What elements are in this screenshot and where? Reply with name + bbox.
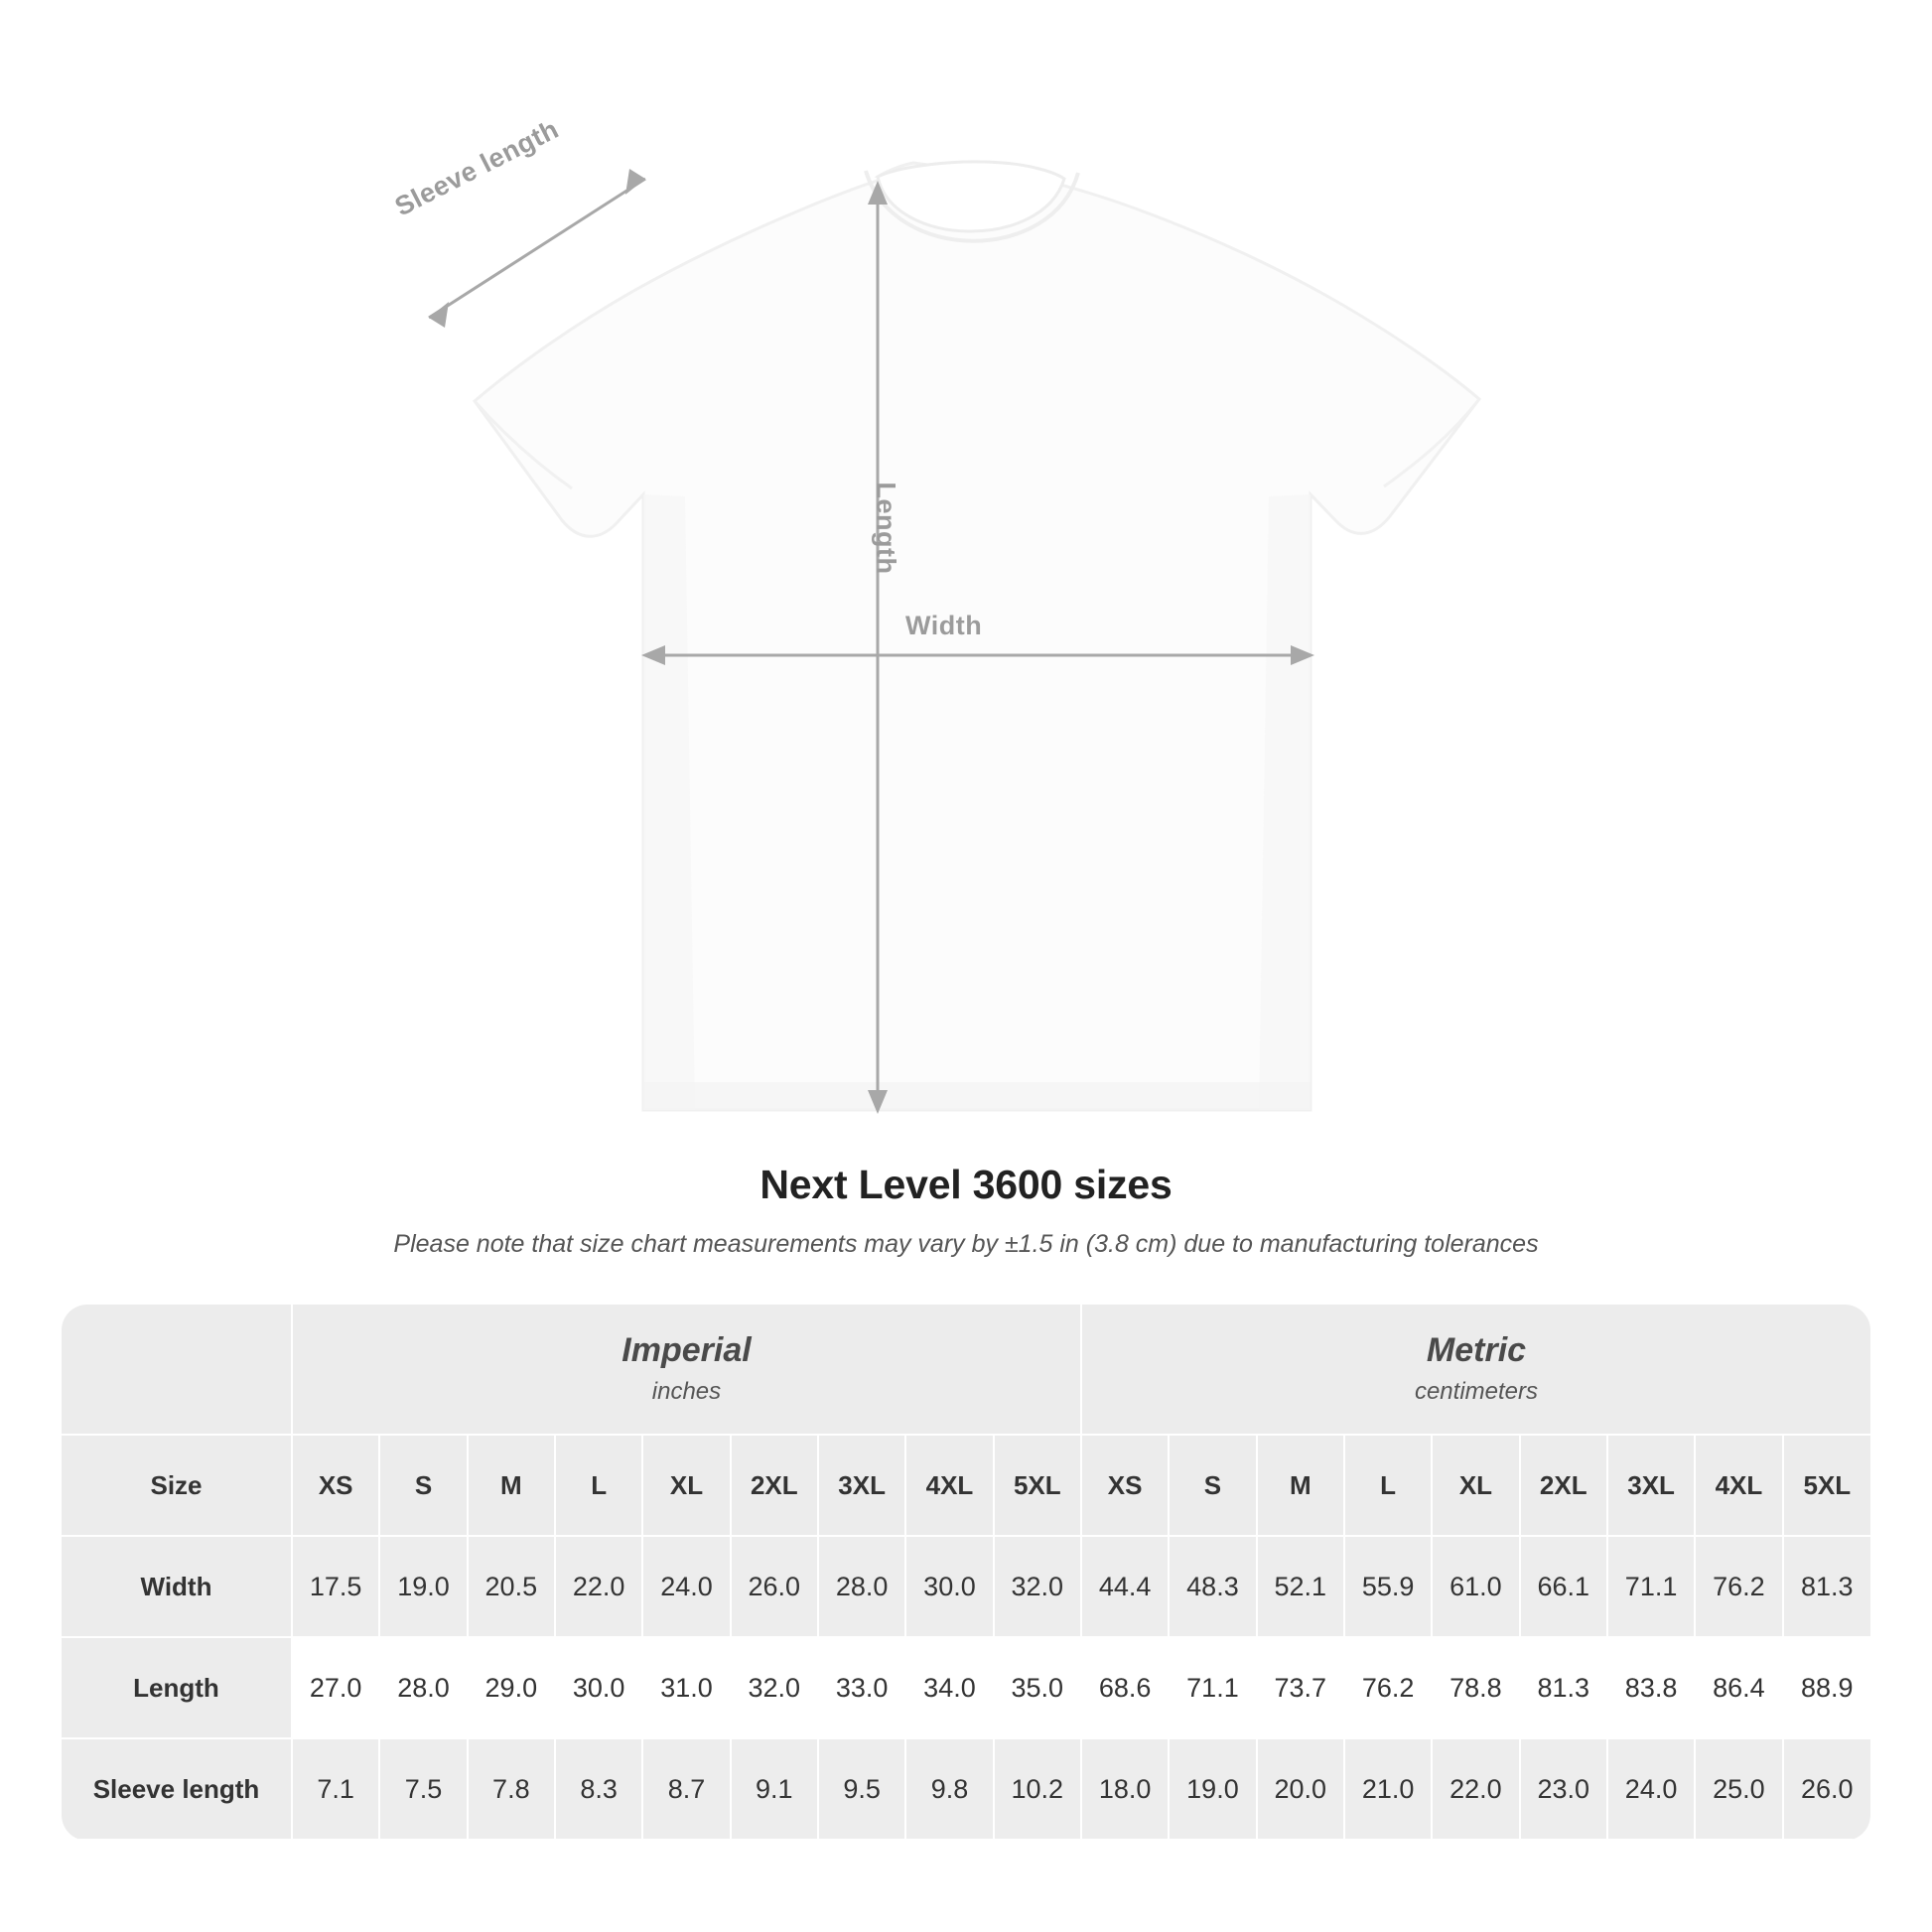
- size-col-header: 2XL: [1520, 1435, 1607, 1536]
- cell-length-imperial: 28.0: [379, 1637, 467, 1738]
- cell-sleeve-imperial: 8.7: [642, 1738, 730, 1840]
- cell-width-metric: 76.2: [1695, 1536, 1782, 1637]
- cell-length-imperial: 32.0: [731, 1637, 818, 1738]
- cell-length-metric: 78.8: [1432, 1637, 1519, 1738]
- size-chart-table-wrap: [62, 1305, 1870, 1841]
- cell-length-metric: 83.8: [1607, 1637, 1695, 1738]
- size-col-header: 3XL: [818, 1435, 905, 1536]
- cell-width-imperial: 19.0: [379, 1536, 467, 1637]
- size-header-row: [62, 1435, 1870, 1536]
- cell-width-metric: 48.3: [1169, 1536, 1256, 1637]
- cell-length-metric: 81.3: [1520, 1637, 1607, 1738]
- cell-width-metric: 55.9: [1344, 1536, 1432, 1637]
- cell-sleeve-imperial: 7.8: [468, 1738, 555, 1840]
- size-col-header: 4XL: [1695, 1435, 1782, 1536]
- cell-length-imperial: 34.0: [905, 1637, 993, 1738]
- size-header-label: Size: [62, 1435, 292, 1536]
- size-col-header: XS: [1081, 1435, 1169, 1536]
- cell-sleeve-imperial: 7.1: [292, 1738, 379, 1840]
- cell-length-metric: 88.9: [1783, 1637, 1870, 1738]
- cell-length-metric: 68.6: [1081, 1637, 1169, 1738]
- table-row: [62, 1637, 1870, 1738]
- size-col-header: M: [468, 1435, 555, 1536]
- cell-width-imperial: 28.0: [818, 1536, 905, 1637]
- unit-name-imperial: Imperial: [621, 1331, 752, 1370]
- cell-sleeve-metric: 22.0: [1432, 1738, 1519, 1840]
- cell-length-imperial: 33.0: [818, 1637, 905, 1738]
- cell-sleeve-imperial: 9.1: [731, 1738, 818, 1840]
- size-col-header: 3XL: [1607, 1435, 1695, 1536]
- cell-sleeve-metric: 24.0: [1607, 1738, 1695, 1840]
- size-col-header: XL: [642, 1435, 730, 1536]
- size-col-header: L: [1344, 1435, 1432, 1536]
- size-col-header: M: [1257, 1435, 1344, 1536]
- cell-length-imperial: 31.0: [642, 1637, 730, 1738]
- cell-width-imperial: 26.0: [731, 1536, 818, 1637]
- sleeve-length-label: Sleeve length: [389, 113, 564, 222]
- cell-sleeve-imperial: 8.3: [555, 1738, 642, 1840]
- size-col-header: S: [1169, 1435, 1256, 1536]
- cell-sleeve-metric: 26.0: [1783, 1738, 1870, 1840]
- cell-length-imperial: 30.0: [555, 1637, 642, 1738]
- page-title: Next Level 3600 sizes: [759, 1162, 1173, 1207]
- cell-sleeve-imperial: 10.2: [994, 1738, 1081, 1840]
- cell-sleeve-imperial: 9.8: [905, 1738, 993, 1840]
- row-label-width: Width: [62, 1536, 292, 1637]
- cell-width-metric: 61.0: [1432, 1536, 1519, 1637]
- size-chart-table: [62, 1305, 1870, 1841]
- tolerance-note: Please note that size chart measurements may vary by ±1.5 in (3.8 cm) due to manufacturing tolerances: [393, 1230, 1539, 1258]
- cell-width-imperial: 24.0: [642, 1536, 730, 1637]
- size-col-header: XL: [1432, 1435, 1519, 1536]
- size-col-header: L: [555, 1435, 642, 1536]
- cell-length-imperial: 27.0: [292, 1637, 379, 1738]
- cell-width-metric: 52.1: [1257, 1536, 1344, 1637]
- unit-sub-imperial: inches: [651, 1377, 722, 1405]
- cell-width-imperial: 22.0: [555, 1536, 642, 1637]
- unit-header-metric: [1081, 1305, 1870, 1435]
- table-corner: [62, 1305, 292, 1435]
- size-col-header: 5XL: [994, 1435, 1081, 1536]
- cell-width-metric: 66.1: [1520, 1536, 1607, 1637]
- row-label-length: Length: [62, 1637, 292, 1738]
- cell-length-metric: 71.1: [1169, 1637, 1256, 1738]
- cell-sleeve-imperial: 7.5: [379, 1738, 467, 1840]
- table-row: [62, 1738, 1870, 1840]
- units-header-row: [62, 1305, 1870, 1435]
- cell-sleeve-metric: 23.0: [1520, 1738, 1607, 1840]
- title-block: [0, 1162, 1932, 1259]
- cell-width-imperial: 30.0: [905, 1536, 993, 1637]
- unit-header-imperial: [292, 1305, 1081, 1435]
- cell-width-metric: 71.1: [1607, 1536, 1695, 1637]
- cell-sleeve-metric: 20.0: [1257, 1738, 1344, 1840]
- cell-width-imperial: 17.5: [292, 1536, 379, 1637]
- cell-width-imperial: 32.0: [994, 1536, 1081, 1637]
- size-col-header: 4XL: [905, 1435, 993, 1536]
- length-label: Length: [871, 482, 901, 575]
- table-row: [62, 1536, 1870, 1637]
- unit-sub-metric: centimeters: [1414, 1377, 1538, 1405]
- size-col-header: 2XL: [731, 1435, 818, 1536]
- cell-width-imperial: 20.5: [468, 1536, 555, 1637]
- cell-sleeve-imperial: 9.5: [818, 1738, 905, 1840]
- cell-width-metric: 81.3: [1783, 1536, 1870, 1637]
- size-col-header: XS: [292, 1435, 379, 1536]
- cell-length-metric: 73.7: [1257, 1637, 1344, 1738]
- size-col-header: S: [379, 1435, 467, 1536]
- size-col-header: 5XL: [1783, 1435, 1870, 1536]
- cell-sleeve-metric: 25.0: [1695, 1738, 1782, 1840]
- cell-width-metric: 44.4: [1081, 1536, 1169, 1637]
- cell-sleeve-metric: 21.0: [1344, 1738, 1432, 1840]
- cell-sleeve-metric: 18.0: [1081, 1738, 1169, 1840]
- unit-name-metric: Metric: [1426, 1331, 1527, 1370]
- row-label-sleeve-length: Sleeve length: [62, 1738, 292, 1840]
- cell-length-metric: 86.4: [1695, 1637, 1782, 1738]
- cell-length-imperial: 29.0: [468, 1637, 555, 1738]
- width-label: Width: [905, 611, 983, 640]
- cell-sleeve-metric: 19.0: [1169, 1738, 1256, 1840]
- cell-length-imperial: 35.0: [994, 1637, 1081, 1738]
- cell-length-metric: 76.2: [1344, 1637, 1432, 1738]
